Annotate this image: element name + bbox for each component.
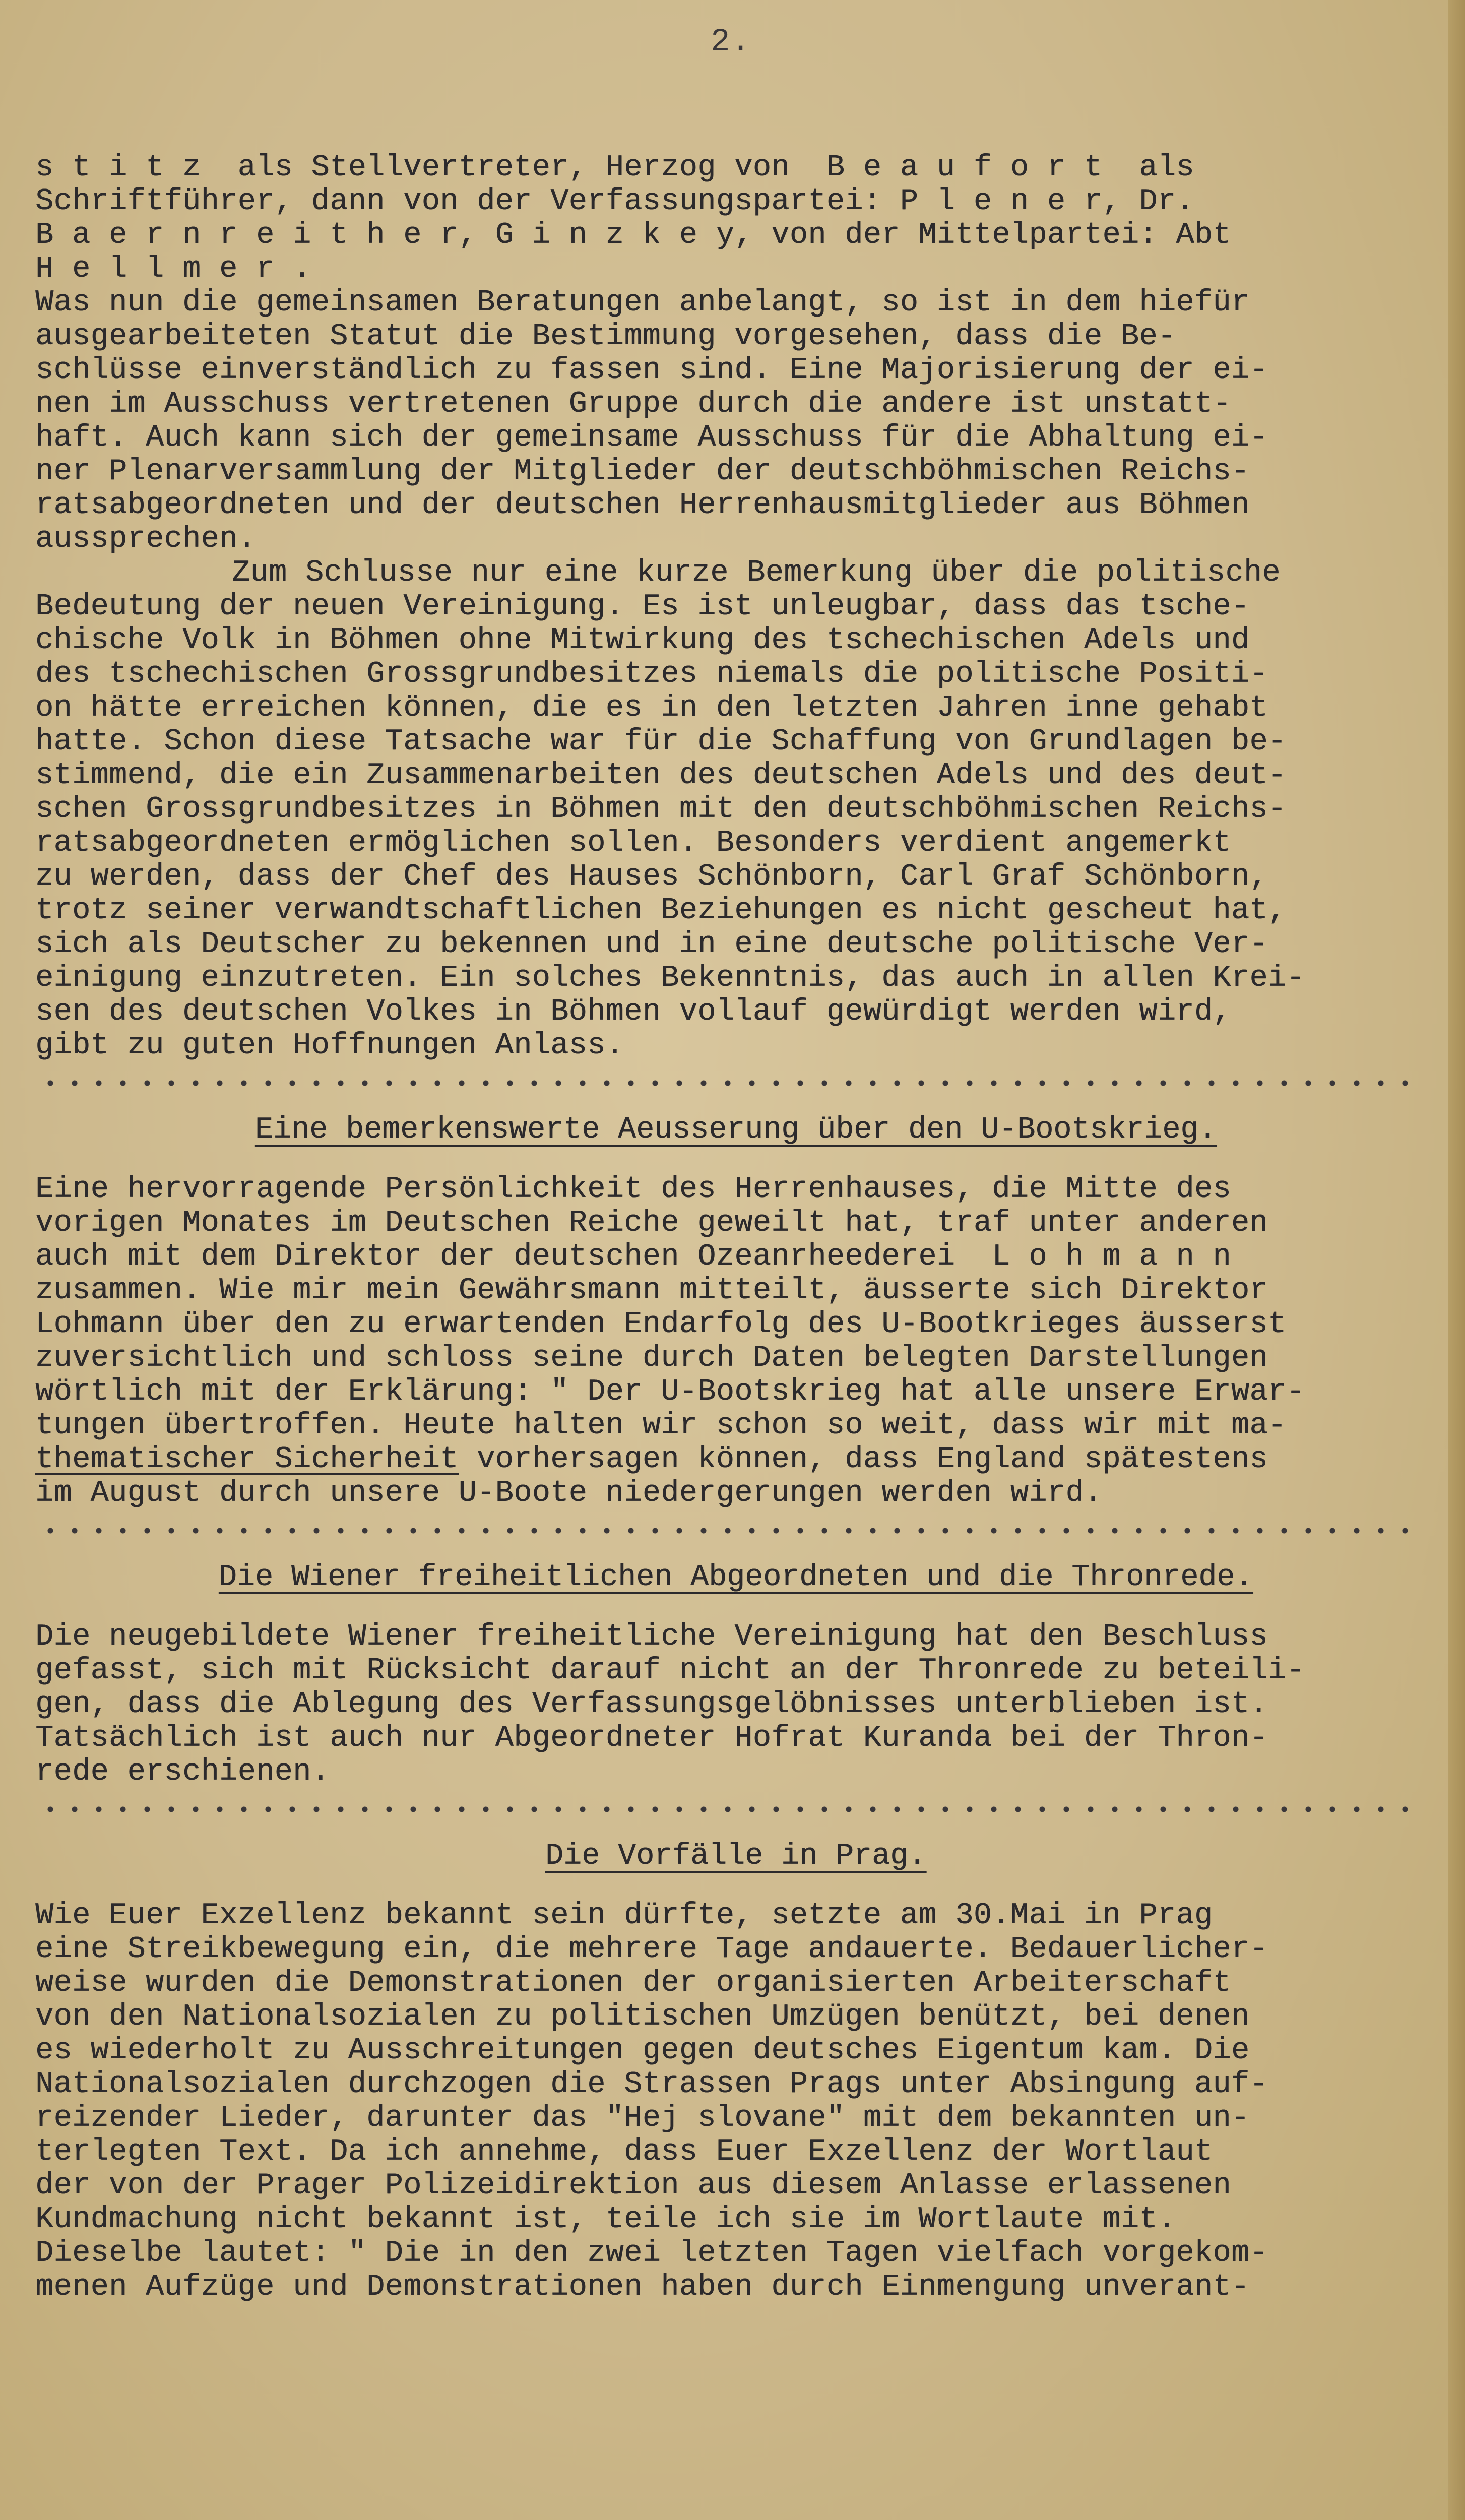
text-line: terlegten Text. Da ich annehme, dass Euer Exzellenz der Wortlaut — [35, 2135, 1213, 2169]
text-line: chische Volk in Böhmen ohne Mitwirkung des tschechischen Adels und — [35, 624, 1250, 658]
text-line: B a e r n r e i t h e r, G i n z k e y, von der Mittelpartei: Abt — [35, 219, 1231, 253]
text-line: ausgearbeiteten Statut die Bestimmung vorgesehen, dass die Be- — [35, 320, 1176, 354]
underlined-phrase: thematischer Sicherheit — [35, 1443, 459, 1477]
text-line: menen Aufzüge und Demonstrationen haben durch Einmengung unverant- — [35, 2271, 1250, 2304]
intro-paragraph — [35, 151, 1436, 556]
text-line: Bedeutung der neuen Vereinigung. Es ist unleugbar, dass das tsche- — [35, 590, 1250, 624]
text-line: weise wurden die Demonstrationen der organisierten Arbeiterschaft — [35, 1967, 1231, 2000]
text-line: Nationalsozialen durchzogen die Strassen Prags unter Absingung auf- — [35, 2068, 1268, 2102]
text-line: auch mit dem Direktor der deutschen Ozeanrheederei L o h m a n n — [35, 1240, 1231, 1274]
text-line: gefasst, sich mit Rücksicht darauf nicht an der Thronrede zu beteili- — [35, 1654, 1305, 1688]
text-line: des tschechischen Grossgrundbesitzes niemals die politische Positi- — [35, 658, 1268, 691]
text-line: stimmend, die ein Zusammenarbeiten des deutschen Adels und des deut- — [35, 759, 1287, 793]
text-line: tungen übertroffen. Heute halten wir schon so weit, dass wir mit ma- — [35, 1409, 1287, 1443]
text-line: Kundmachung nicht bekannt ist, teile ich sie im Wortlaute mit. — [35, 2203, 1176, 2237]
text-line: Wie Euer Exzellenz bekannt sein dürfte, setzte am 30.Mai in Prag — [35, 1899, 1213, 1933]
section-heading-thronrede: Die Wiener freiheitlichen Abgeordneten und die Thronrede. — [218, 1560, 1253, 1595]
text-line: trotz seiner verwandtschaftlichen Beziehungen es nicht gescheut hat, — [35, 894, 1287, 928]
text-line: rede erschienen. — [35, 1755, 330, 1789]
text-line: nen im Ausschuss vertretenen Gruppe durch die andere ist unstatt- — [35, 388, 1231, 421]
text-line: schen Grossgrundbesitzes in Böhmen mit den deutschböhmischen Reichs- — [35, 793, 1287, 827]
text-line: Die neugebildete Wiener freiheitliche Vereinigung hat den Beschluss — [35, 1620, 1268, 1654]
dotted-separator — [35, 1070, 1426, 1096]
text-line: der von der Prager Polizeidirektion aus diesem Anlasse erlassenen — [35, 2169, 1231, 2203]
section-heading-u-boot: Eine bemerkenswerte Aeusserung über den U-Bootskrieg. — [254, 1113, 1217, 1147]
section-heading-prag: Die Vorfälle in Prag. — [545, 1839, 927, 1873]
text-line: im August durch unsere U-Boote niedergerungen werden wird. — [35, 1477, 1103, 1510]
text-line: ratsabgeordneten ermöglichen sollen. Besonders verdient angemerkt — [35, 827, 1231, 860]
paragraph-first-line: Zum Schlusse nur eine kurze Bemerkung über die politische — [232, 556, 1281, 590]
text-line: gibt zu guten Hoffnungen Anlass. — [35, 1029, 624, 1063]
text-line: gen, dass die Ablegung des Verfassungsgelöbnisses unterblieben ist. — [35, 1688, 1268, 1722]
text-line: zuversichtlich und schloss seine durch Daten belegten Darstellungen — [35, 1342, 1268, 1375]
text-line: hatte. Schon diese Tatsache war für die Schaffung von Grundlagen be- — [35, 725, 1287, 759]
text-line: Was nun die gemeinsamen Beratungen anbelangt, so ist in dem hiefür — [35, 286, 1250, 320]
text-line: s t i t z als Stellvertreter, Herzog von B e a u f o r t als — [35, 151, 1194, 185]
text-line: Tatsächlich ist auch nur Abgeordneter Hofrat Kuranda bei der Thron- — [35, 1722, 1268, 1755]
text-line: Schriftführer, dann von der Verfassungspartei: P l e n e r, Dr. — [35, 185, 1194, 219]
section-prag-body — [35, 1899, 1436, 2304]
dotted-separator — [35, 1796, 1426, 1822]
text-line: Lohmann über den zu erwartenden Endarfolg des U-Bootkrieges äusserst — [35, 1308, 1287, 1342]
text-line: ratsabgeordneten und der deutschen Herrenhausmitglieder aus Böhmen — [35, 489, 1250, 523]
text-line: on hätte erreichen können, die es in den letzten Jahren inne gehabt — [35, 691, 1268, 725]
text-line: schlüsse einverständlich zu fassen sind. Eine Majorisierung der ei- — [35, 354, 1268, 388]
section-thronrede-body — [35, 1620, 1436, 1789]
text-line: H e l l m e r . — [35, 253, 311, 286]
page-number: 2. — [711, 24, 751, 60]
text-line: zusammen. Wie mir mein Gewährsmann mitteilt, äusserte sich Direktor — [35, 1274, 1268, 1308]
text-line: von den Nationalsozialen zu politischen Umzügen benützt, bei denen — [35, 2000, 1250, 2034]
text-line: haft. Auch kann sich der gemeinsame Ausschuss für die Abhaltung ei- — [35, 421, 1268, 455]
text-line: sich als Deutscher zu bekennen und in eine deutsche politische Ver- — [35, 928, 1268, 962]
paper-edge — [1448, 0, 1465, 2520]
text-line: es wiederholt zu Ausschreitungen gegen deutsches Eigentum kam. Die — [35, 2034, 1250, 2068]
text-line: sen des deutschen Volkes in Böhmen vollauf gewürdigt werden wird, — [35, 995, 1231, 1029]
text-line: reizender Lieder, darunter das "Hej slovane" mit dem bekannten un- — [35, 2102, 1250, 2135]
text-line: einigung einzutreten. Ein solches Bekenntnis, das auch in allen Krei- — [35, 962, 1305, 995]
text-line: aussprechen. — [35, 523, 257, 556]
text-line: wörtlich mit der Erklärung: " Der U-Bootskrieg hat alle unsere Erwar- — [35, 1375, 1305, 1409]
text-line: vorigen Monates im Deutschen Reiche geweilt hat, traf unter anderen — [35, 1207, 1268, 1240]
document-body — [35, 151, 1436, 2304]
text-line: eine Streikbewegung ein, die mehrere Tage andauerte. Bedauerlicher- — [35, 1933, 1268, 1967]
closing-paragraph — [35, 590, 1436, 1063]
text-line: thematischer Sicherheit vorhersagen können, dass England spätestens — [35, 1443, 1268, 1477]
text-line: Eine hervorragende Persönlichkeit des Herrenhauses, die Mitte des — [35, 1173, 1231, 1207]
section-u-boot-body — [35, 1173, 1436, 1443]
text-line: Dieselbe lautet: " Die in den zwei letzten Tagen vielfach vorgekom- — [35, 2237, 1268, 2271]
text-line: ner Plenarversammlung der Mitglieder der deutschböhmischen Reichs- — [35, 455, 1250, 489]
dotted-separator — [35, 1518, 1426, 1544]
text-line: zu werden, dass der Chef des Hauses Schönborn, Carl Graf Schönborn, — [35, 860, 1268, 894]
